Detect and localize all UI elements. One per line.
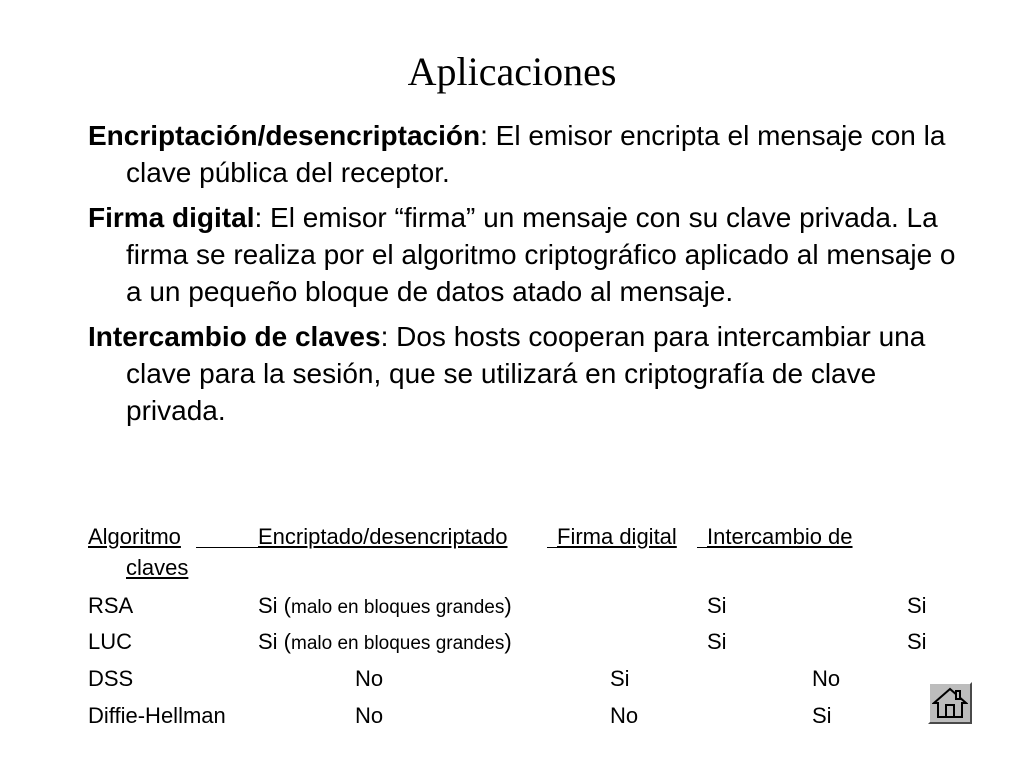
- header-firma-digital: Firma digital: [557, 524, 677, 549]
- header-encriptado: Encriptado/desencriptado: [258, 524, 508, 549]
- header-underline: [196, 547, 258, 548]
- row-luc-intercambio: Si: [907, 629, 927, 654]
- row-dss-firma: Si: [610, 666, 630, 691]
- row-dh-algoritmo: Diffie-Hellman: [88, 703, 226, 728]
- bullet-text: El emisor “firma” un mensaje con su clave privada. La firma se realiza por el algoritmo criptográfico aplicado al mensaje o a un pequeño bloque de datos atado al mensaje.: [126, 202, 956, 307]
- home-button[interactable]: [928, 682, 972, 724]
- bullet-text: Dos hosts cooperan para intercambiar una clave para la sesión, que se utilizará en criptografía de clave privada.: [126, 321, 926, 426]
- header-algoritmo: Algoritmo: [88, 524, 181, 549]
- value-si: Si (: [258, 593, 291, 618]
- row-dss-intercambio: No: [812, 666, 841, 691]
- row-rsa-encriptado: [258, 592, 512, 622]
- bullet-separator: :: [254, 202, 271, 233]
- bullet-term: Intercambio de claves: [88, 321, 381, 352]
- value-note: malo en bloques grandes: [291, 597, 505, 618]
- row-luc-firma: Si: [707, 629, 727, 654]
- slide-title: Aplicaciones: [407, 49, 617, 94]
- row-dss-encriptado: No: [355, 666, 384, 691]
- header-underline: [697, 547, 707, 548]
- row-dh-encriptado: No: [355, 703, 384, 728]
- row-rsa-algoritmo: RSA: [88, 593, 134, 618]
- row-rsa-firma: Si: [707, 593, 727, 618]
- header-intercambio-cont: claves: [126, 555, 189, 580]
- bullet-separator: :: [380, 321, 397, 352]
- row-luc-encriptado: [258, 628, 512, 658]
- value-si: Si (: [258, 629, 291, 654]
- header-underline: [547, 547, 557, 548]
- row-dh-intercambio: Si: [812, 703, 832, 728]
- row-rsa-intercambio: Si: [907, 593, 927, 618]
- value-note: malo en bloques grandes: [291, 633, 505, 654]
- value-close: ): [504, 593, 512, 618]
- home-icon: [932, 686, 968, 720]
- bullet-text: El emisor encripta el mensaje con la clave pública del receptor.: [126, 120, 946, 188]
- row-dss-algoritmo: DSS: [88, 666, 134, 691]
- value-close: ): [504, 629, 512, 654]
- bullet-term: Firma digital: [88, 202, 255, 233]
- bullet-separator: :: [480, 120, 496, 151]
- row-luc-algoritmo: LUC: [88, 629, 133, 654]
- row-dh-firma: No: [610, 703, 639, 728]
- bullet-term: Encriptación/desencriptación: [88, 120, 481, 151]
- header-intercambio: Intercambio de: [707, 524, 853, 549]
